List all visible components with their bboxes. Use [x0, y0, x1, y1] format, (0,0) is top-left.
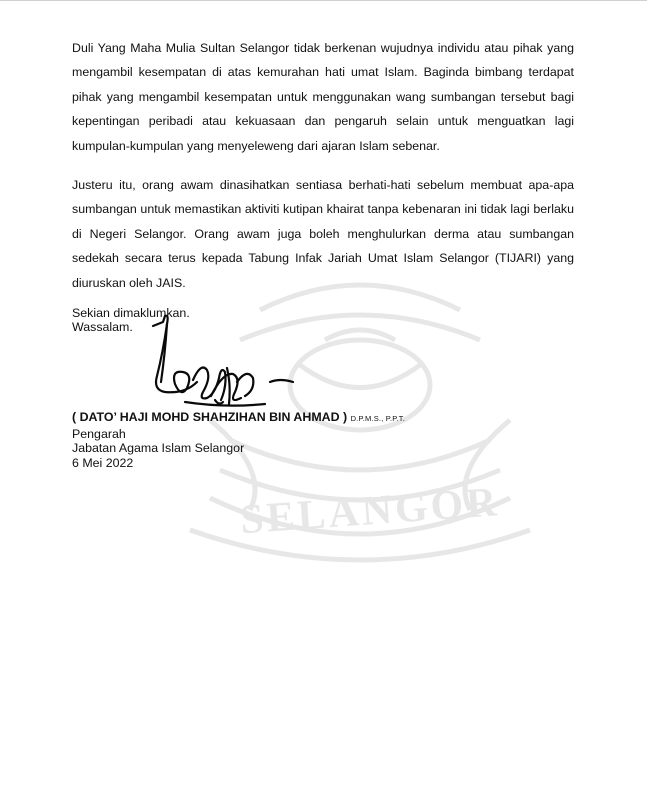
watermark-text: SELANGOR	[238, 479, 501, 544]
paragraph-sultan-statement: Duli Yang Maha Mulia Sultan Selangor tidak berkenan wujudnya individu atau pihak yang mengambil kesempatan di atas kemurahan hati umat Islam. Baginda bimbang terdapat pihak yang mengambil kesempatan untuk menggunakan wang sumbangan tersebut bagi kepentingan peribadi atau kekuasaan dan pengaruh selain untuk menguatkan lagi kumpulan-kumpulan yang menyeleweng dari ajaran Islam sebenar.	[72, 41, 574, 153]
page-top-border	[0, 0, 647, 1]
closing-line-wassalam: Wassalam.	[72, 320, 133, 334]
signer-title: Pengarah	[72, 426, 126, 441]
paragraph-public-advice: Justeru itu, orang awam dinasihatkan sentiasa berhati-hati sebelum membuat apa-apa sumbangan untuk memastikan aktiviti kutipan khairat tanpa kebenaran ini tidak lagi berlaku di Negeri Selangor. Orang awam juga boleh menghulurkan derma atau sumbangan sedekah secara terus kepada Tabung Infak Jariah Umat Islam Selangor (TIJARI) yang diuruskan oleh JAIS.	[72, 178, 574, 290]
handwritten-signature	[145, 312, 305, 414]
letter-date: 6 Mei 2022	[72, 455, 134, 470]
signer-name-line	[72, 410, 405, 427]
signature-block	[72, 410, 405, 470]
signer-honours: D.P.M.S., P.P.T.	[350, 414, 406, 423]
closing-line-sekian: Sekian dimaklumkan.	[72, 306, 190, 320]
signer-name: ( DATO’ HAJI MOHD SHAHZIHAN BIN AHMAD )	[72, 410, 348, 424]
signer-department: Jabatan Agama Islam Selangor	[72, 441, 245, 455]
